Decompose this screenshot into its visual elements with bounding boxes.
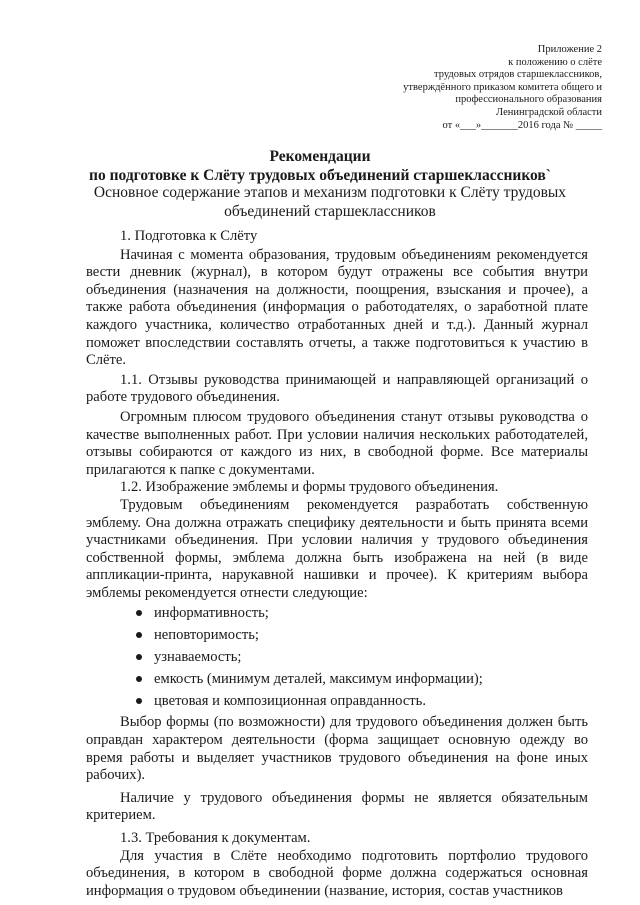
- list-item: [136, 624, 588, 646]
- appendix-line: к положению о слёте: [508, 56, 602, 68]
- bullet-icon: [136, 654, 142, 660]
- subsection-heading: 1.3. Требования к документам.: [120, 830, 311, 847]
- subsection-heading: 1.1. Отзывы руководства принимающей и направляющей организаций о работе трудового объединения.: [86, 371, 588, 406]
- paragraph: Для участия в Слёте необходимо подготовить портфолио трудового объединения, в котором в свободной форме должна содержаться основная информация о трудовом объединении (название, история, состав участников: [86, 847, 588, 899]
- appendix-line: трудовых отрядов старшеклассников,: [434, 69, 602, 81]
- list-item-text: цветовая и композиционная оправданность.: [154, 693, 426, 710]
- appendix-line: Приложение 2: [537, 44, 602, 55]
- bullet-icon: [136, 676, 142, 682]
- document-body: [86, 228, 588, 900]
- list-item-text: неповторимость;: [154, 627, 259, 644]
- document-subtitle-bold: по подготовке к Слёту трудовых объединений старшеклассников`: [89, 167, 551, 184]
- bullet-icon: [136, 698, 142, 704]
- list-item: [136, 646, 588, 668]
- paragraph: Наличие у трудового объединения формы не является обязательным критерием.: [86, 789, 588, 824]
- list-item: [136, 668, 588, 690]
- list-item-text: узнаваемость;: [154, 649, 242, 666]
- bullet-icon: [136, 610, 142, 616]
- paragraph: Трудовым объединениям рекомендуется разработать собственную эмблему. Она должна отражать специфику деятельности и быть принята всеми участниками объединения. При условии наличия у трудового объединения собственной формы, эмблема должна быть изображена на ней (в виде аппликации-принта, нарукавной нашивки и прочее). К критериям выбора эмблемы рекомендуется отнести следующие:: [86, 496, 588, 601]
- appendix-line: профессионального образования: [455, 94, 602, 106]
- list-item: [136, 690, 588, 712]
- list-item-text: информативность;: [154, 605, 269, 622]
- bullet-icon: [136, 632, 142, 638]
- list-item-text: емкость (минимум деталей, максимум информации);: [154, 671, 483, 688]
- document-subtitle: Основное содержание этапов и механизм подготовки к Слёту трудовых объединений старшеклассников: [93, 184, 567, 220]
- section-heading: 1. Подготовка к Слёту: [120, 228, 258, 244]
- appendix-line: от «___»_______2016 года № _____: [442, 119, 602, 131]
- appendix-header: [282, 44, 602, 132]
- criteria-list: [86, 602, 588, 712]
- subsection-heading: 1.2. Изображение эмблемы и формы трудового объединения.: [120, 479, 499, 496]
- list-item: [136, 602, 588, 624]
- appendix-line: Ленинградской области: [496, 106, 602, 118]
- document-title: Рекомендации: [269, 148, 371, 165]
- paragraph: Выбор формы (по возможности) для трудового объединения должен быть оправдан характером деятельности (форма защищает основную одежду во время работы и выделяет участников трудового объединения на фоне иных рабочих).: [86, 714, 588, 784]
- paragraph: Огромным плюсом трудового объединения станут отзывы руководства о качестве выполненных работ. При условии наличия нескольких работодателей, отзывы собираются от каждого из них, в свободной форме. Все материалы прилагаются к папке с документами.: [86, 408, 588, 478]
- appendix-line: утверждённого приказом комитета общего и: [403, 81, 602, 93]
- paragraph: Начиная с момента образования, трудовым объединениям рекомендуется вести дневник (журнал), в котором будут отражены все события внутри объединения (назначения на должности, поощрения, взыскания и прочее), а также работа объединения (информация о работодателях, о заработной плате каждого участника, количество отработанных дней и т.д.). Данный журнал поможет впоследствии составлять отчеты, а также подготовиться к участию в Слёте.: [86, 246, 588, 369]
